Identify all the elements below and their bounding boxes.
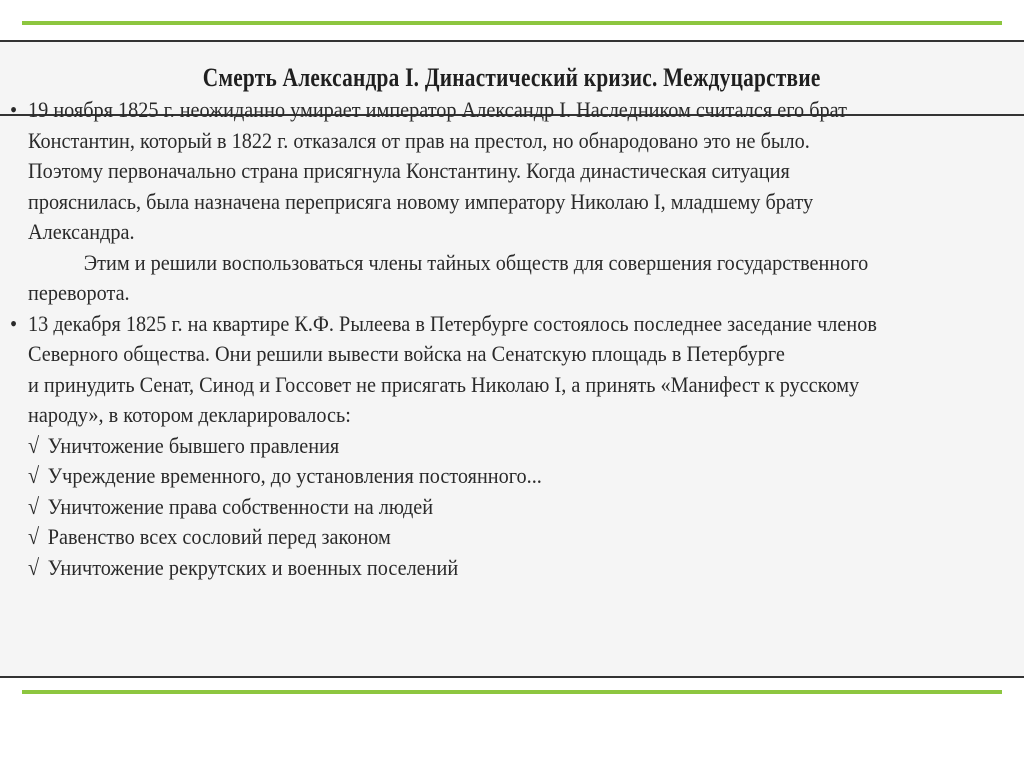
checklist-item (28, 461, 982, 492)
checkmark-icon: √ (28, 493, 40, 519)
checkmark-icon: √ (28, 554, 40, 580)
slide-title: Смерть Александра I. Династический кризис. Междуцарствие (203, 63, 821, 92)
checklist-item (28, 522, 982, 553)
checklist-item (28, 431, 982, 462)
checklist-item-text: Уничтожение рекрутских и военных поселений (47, 554, 459, 580)
paragraph-secret-societies (10, 248, 982, 309)
checklist-item-text: Уничтожение права собственности на людей (47, 493, 434, 519)
checkmark-icon: √ (28, 463, 40, 488)
manifesto-checklist (10, 431, 982, 584)
checklist-item-text: Уничтожение бывшего правления (47, 432, 340, 458)
text-line: народу», в котором декларировалось: (28, 402, 351, 427)
text-line: Северного общества. Они решили вывести войска на Сенатскую площадь в Петербурге (28, 341, 785, 366)
text-line: прояснилась, была назначена переприсяга новому императору Николаю I, младшему брату (28, 188, 814, 214)
bullet-marker: • (10, 310, 18, 336)
paragraph-death-of-alexander (10, 95, 982, 248)
text-line: 13 декабря 1825 г. на квартире К.Ф. Рылеева в Петербурге состоялось последнее заседание членов (28, 310, 877, 336)
checkmark-icon: √ (28, 432, 40, 458)
text-line: Поэтому первоначально страна присягнула Константину. Когда династическая ситуация (28, 158, 790, 183)
checklist-item-text: Равенство всех сословий перед законом (47, 524, 391, 549)
slide-content (10, 95, 982, 583)
bullet-marker: • (10, 97, 18, 122)
text-line: и принудить Сенат, Синод и Госсовет не присягать Николаю I, а принять «Манифест к русскому (28, 371, 860, 397)
text-line: переворота. (28, 280, 130, 305)
checklist-item (28, 492, 982, 523)
text-line: Константин, который в 1822 г. отказался от прав на престол, но обнародовано это не было. (28, 127, 810, 153)
paragraph-northern-society-meeting (10, 309, 982, 431)
text-line: Этим и решили воспользоваться члены тайных обществ для совершения государственного (83, 249, 869, 275)
text-line: 19 ноября 1825 г. неожиданно умирает император Александр I. Наследником считался его брат (28, 97, 847, 122)
text-line: Александра. (28, 219, 135, 244)
top-accent-line (22, 21, 1002, 25)
bottom-accent-line (22, 690, 1002, 694)
checklist-item (28, 553, 982, 584)
checklist-item-text: Учреждение временного, до установления постоянного... (47, 463, 542, 488)
checkmark-icon: √ (28, 524, 40, 549)
